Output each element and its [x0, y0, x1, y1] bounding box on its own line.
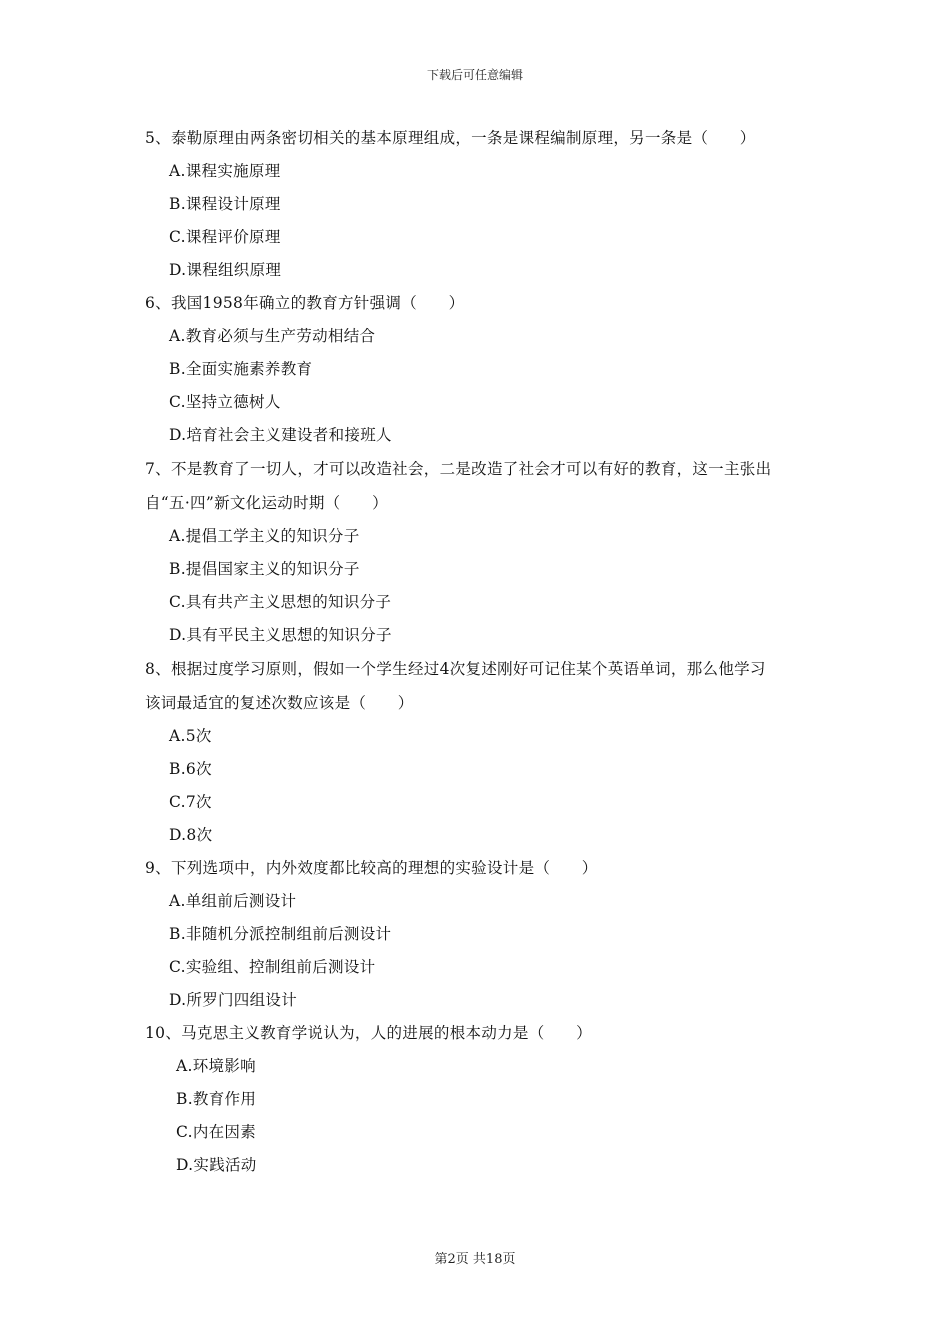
question-list: [145, 122, 825, 1182]
option-d: D.课程组织原理: [169, 261, 282, 279]
option-b: B.6次: [169, 760, 212, 778]
page-header: 下载后可任意编辑: [426, 68, 523, 82]
question-stem-line-2: 自“五·四”新文化运动时期（ ）: [145, 494, 388, 512]
option-d: D.实践活动: [176, 1156, 257, 1174]
question-6: [145, 287, 825, 452]
option-a: A.提倡工学主义的知识分子: [169, 527, 360, 545]
question-stem-line-2: 该词最适宜的复述次数应该是（ ）: [145, 694, 414, 712]
option-d: D.培育社会主义建设者和接班人: [169, 426, 392, 444]
option-b: B.非随机分派控制组前后测设计: [169, 925, 392, 943]
question-stem: 10、马克思主义教育学说认为，人的进展的根本动力是（ ）: [145, 1024, 592, 1042]
option-c: C.7次: [169, 793, 212, 811]
page-footer: 第2页 共18页: [434, 1252, 516, 1267]
option-d: D.所罗门四组设计: [169, 991, 298, 1009]
question-stem: 9、下列选项中，内外效度都比较高的理想的实验设计是（ ）: [145, 859, 598, 877]
option-a: A.课程实施原理: [169, 162, 281, 180]
option-b: B.教育作用: [176, 1090, 257, 1108]
option-b: B.课程设计原理: [169, 195, 281, 213]
option-a: A.教育必须与生产劳动相结合: [169, 327, 376, 345]
option-a: A.环境影响: [176, 1057, 256, 1075]
question-8: [145, 652, 825, 852]
option-d: D.8次: [169, 826, 213, 844]
option-b: B.全面实施素养教育: [169, 360, 313, 378]
option-a: A.单组前后测设计: [169, 892, 297, 910]
question-10: [145, 1017, 825, 1182]
option-c: C.内在因素: [176, 1123, 257, 1141]
question-stem-line-1: 8、根据过度学习原则，假如一个学生经过4次复述刚好可记住某个英语单词，那么他学习: [145, 660, 766, 678]
option-d: D.具有平民主义思想的知识分子: [169, 626, 392, 644]
question-5: [145, 122, 825, 287]
option-c: C.实验组、控制组前后测设计: [169, 958, 376, 976]
option-c: C.课程评价原理: [169, 228, 281, 246]
option-c: C.坚持立德树人: [169, 393, 281, 411]
question-stem: 6、我国1958年确立的教育方针强调（ ）: [145, 294, 465, 312]
option-b: B.提倡国家主义的知识分子: [169, 560, 360, 578]
question-7: [145, 452, 825, 652]
option-c: C.具有共产主义思想的知识分子: [169, 593, 392, 611]
option-a: A.5次: [169, 727, 212, 745]
question-stem-line-1: 7、不是教育了一切人，才可以改造社会，二是改造了社会才可以有好的教育，这一主张出: [145, 460, 772, 478]
question-stem: 5、泰勒原理由两条密切相关的基本原理组成，一条是课程编制原理，另一条是（ ）: [145, 129, 756, 147]
question-9: [145, 852, 825, 1017]
